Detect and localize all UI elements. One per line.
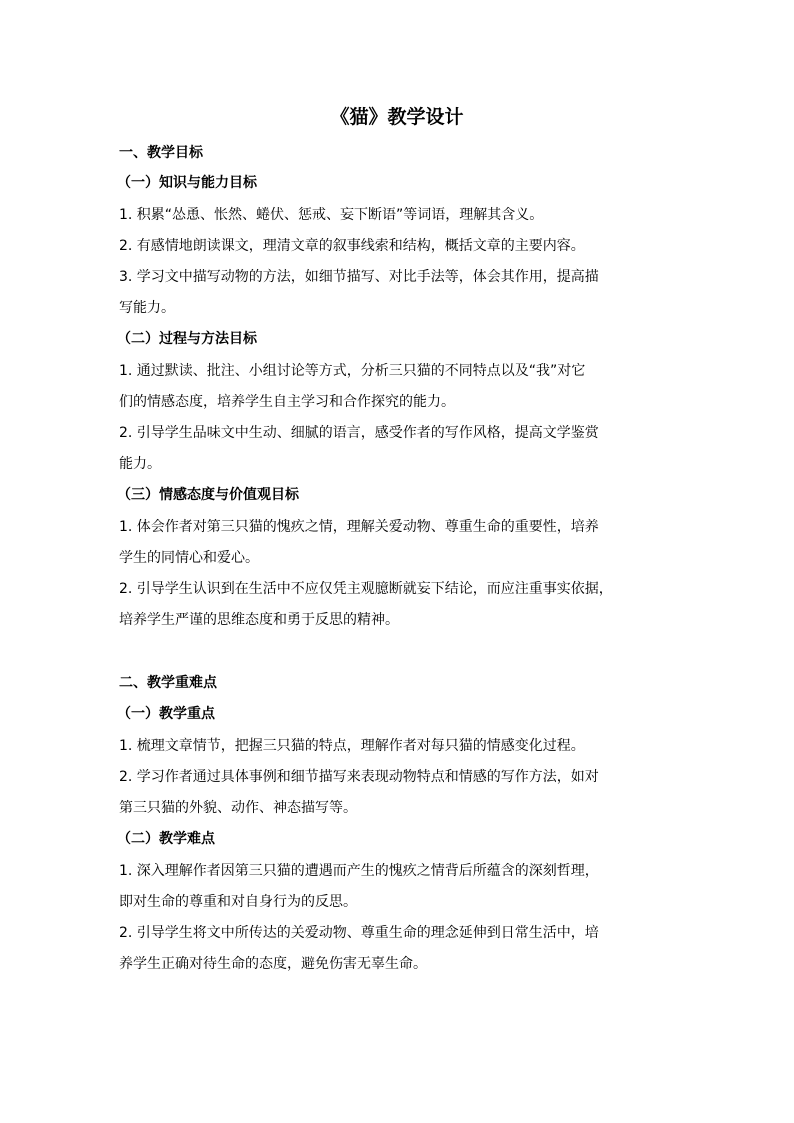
section1-sub3-line-1: 1. 体会作者对第三只猫的愧疚之情，理解关爱动物、尊重生命的重要性，培养	[119, 519, 599, 535]
section2-sub1-line-3: 第三只猫的外貌、动作、神态描写等。	[119, 800, 357, 816]
section2-sub1-line-2: 2. 学习作者通过具体事例和细节描写来表现动物特点和情感的写作方法，如对	[119, 769, 599, 785]
section1-sub1-heading: （一）知识与能力目标	[117, 175, 257, 191]
section2-sub2-heading: （二）教学难点	[117, 831, 215, 847]
section1-sub2-line-2: 们的情感态度，培养学生自主学习和合作探究的能力。	[119, 394, 455, 410]
section1-sub1-line-2: 2. 有感情地朗读课文，理清文章的叙事线索和结构，概括文章的主要内容。	[119, 238, 585, 254]
section2-sub1-line-1: 1. 梳理文章情节，把握三只猫的特点，理解作者对每只猫的情感变化过程。	[119, 738, 585, 754]
section1-sub2-line-4: 能力。	[119, 456, 161, 472]
section1-sub1-line-4: 写能力。	[119, 300, 175, 316]
section2-heading: 二、教学重难点	[119, 675, 217, 691]
section1-sub2-line-3: 2. 引导学生品味文中生动、细腻的语言，感受作者的写作风格，提高文学鉴赏	[119, 425, 599, 441]
section1-sub1-line-1: 1. 积累“怂恿、怅然、蜷伏、惩戒、妄下断语”等词语，理解其含义。	[119, 207, 544, 223]
section2-sub2-line-2: 即对生命的尊重和对自身行为的反思。	[119, 894, 357, 910]
section1-sub1-line-3: 3. 学习文中描写动物的方法，如细节描写、对比手法等，体会其作用，提高描	[119, 269, 599, 285]
section1-sub3-line-2: 学生的同情心和爱心。	[119, 550, 259, 566]
document-title: 《猫》教学设计	[330, 106, 464, 128]
section1-sub3-line-4: 培养学生严谨的思维态度和勇于反思的精神。	[119, 612, 399, 628]
section1-sub2-line-1: 1. 通过默读、批注、小组讨论等方式，分析三只猫的不同特点以及“我”对它	[119, 363, 586, 379]
section1-sub2-heading: （二）过程与方法目标	[117, 331, 257, 347]
section1-heading: 一、教学目标	[119, 145, 203, 161]
section1-sub3-heading: （三）情感态度与价值观目标	[117, 487, 299, 503]
section1-sub3-line-3: 2. 引导学生认识到在生活中不应仅凭主观臆断就妄下结论，而应注重事实依据，	[119, 581, 613, 597]
section2-sub2-line-1: 1. 深入理解作者因第三只猫的遭遇而产生的愧疚之情背后所蕴含的深刻哲理，	[119, 863, 599, 879]
section2-sub2-line-3: 2. 引导学生将文中所传达的关爱动物、尊重生命的理念延伸到日常生活中，培	[119, 925, 599, 941]
section2-sub1-heading: （一）教学重点	[117, 706, 215, 722]
section2-sub2-line-4: 养学生正确对待生命的态度，避免伤害无辜生命。	[119, 956, 427, 972]
